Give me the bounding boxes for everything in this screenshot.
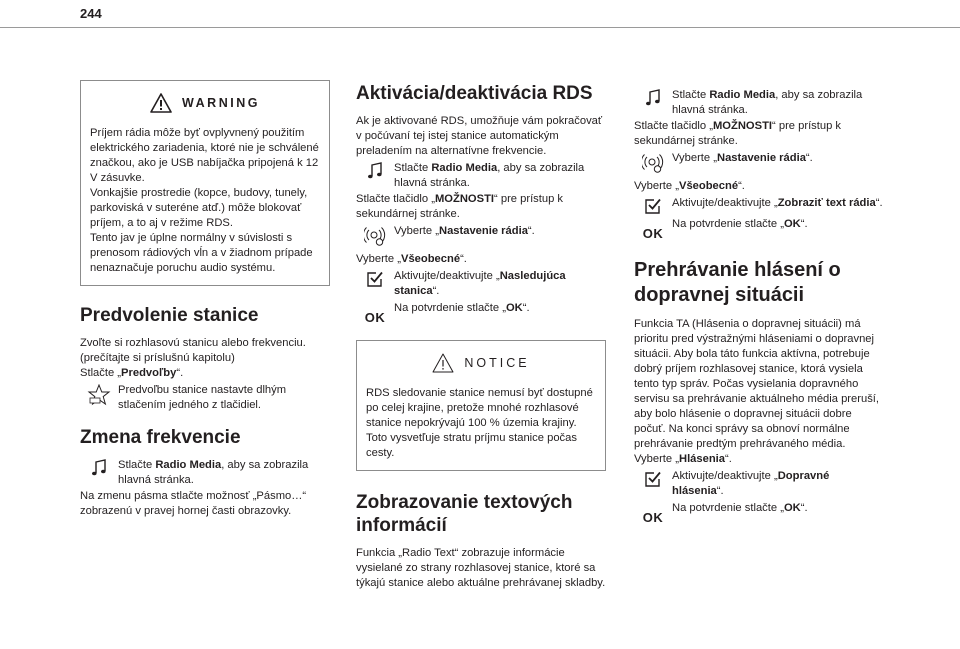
rds-step1: Stlačte Radio Media, aby sa zobrazila hlavná stránka. bbox=[356, 161, 606, 191]
rds-intro: Ak je aktivované RDS, umožňuje vám pokračovať v počúvaní tej istej stanice automatickým preladením na alternatívne frekvencie. bbox=[356, 115, 603, 157]
freq-text: Na zmenu pásma stlačte možnosť „Pásmo…“ zobrazenú v pravej hornej časti obrazovky. bbox=[80, 490, 307, 517]
top-step3: Aktivujte/deaktivujte „Zobraziť text rádia“. bbox=[634, 196, 884, 215]
page-number: 244 bbox=[80, 6, 102, 21]
ta-step1: Aktivujte/deaktivujte „Dopravné hlásenia“. bbox=[634, 469, 884, 499]
preset-step bbox=[80, 383, 330, 413]
checkbox-icon bbox=[366, 270, 384, 288]
top-step2: Vyberte „Nastavenie rádia“. bbox=[634, 151, 884, 174]
ok-label: OK bbox=[364, 310, 386, 325]
column-1 bbox=[80, 80, 330, 519]
column-2 bbox=[356, 80, 606, 591]
column-3 bbox=[634, 86, 884, 526]
header-divider bbox=[0, 27, 960, 28]
star-preset-icon bbox=[87, 384, 111, 406]
checkbox-icon bbox=[644, 197, 662, 215]
warning-text: Príjem rádia môže byť ovplyvnený použitím elektrického zariadenia, ktoré nie je schválené značkou, ako je USB nabíjačka pripojená k 12 V zásuvke. Vonkajšie prostredie (kopce, budovy, tunely, parkoviská v suteréne atď.) môže blokovať príjem, a to aj v režime RDS. Tento jav je úplne normálny v súvislosti s prenosom rádiových vĺn a v žiadnom prípade nenaznačuje poruchu audio systému. bbox=[90, 127, 319, 274]
warning-triangle-icon bbox=[150, 93, 172, 113]
preset-step-text: Predvoľbu stanice nastavte dlhým stlačením jedného z tlačidiel. bbox=[118, 384, 287, 411]
rds-step4: OK Na potvrdenie stlačte „OK“. bbox=[364, 302, 530, 325]
warning-header bbox=[90, 93, 320, 113]
text-info-text: Funkcia „Radio Text“ zobrazuje informácie vysielané zo strany rozhlasovej stanice, ktoré sa týkajú stanice alebo aktuálne prehrávanej skladby. bbox=[356, 547, 606, 589]
ta-step2: OK Na potvrdenie stlačte „OK“. bbox=[642, 502, 808, 525]
top-general: Vyberte „Všeobecné“. bbox=[634, 180, 745, 192]
music-note-icon bbox=[645, 89, 661, 107]
rds-step2: Vyberte „Nastavenie rádia“. bbox=[356, 224, 606, 247]
rds-step3: Aktivujte/deaktivujte „Nasledujúca stanica“. bbox=[356, 269, 606, 299]
rds-heading: Aktivácia/deaktivácia RDS bbox=[356, 83, 593, 104]
freq-heading: Zmena frekvencie bbox=[80, 427, 241, 448]
ta-select: Vyberte „Hlásenia“. bbox=[634, 453, 732, 465]
preset-heading: Predvolenie stanice bbox=[80, 305, 259, 326]
ok-label: OK bbox=[642, 510, 664, 525]
radio-settings-icon bbox=[642, 152, 664, 174]
ta-text: Funkcia TA (Hlásenia o dopravnej situácii) má prioritu pred výstražnými hláseniami o dopravnej situácii. Aby bola táto funkcia aktívna, potrebuje dobrý príjem rozhlasovej stanice, ktorá vysiela tento typ správ. Počas vysielania dopravného servisu sa prehrávanie aktuálneho média preruší, aby bolo hlásenie o dopravnej situácii dobre počuť. Na konci správy sa obnoví normálne prehrávanie predtým prehrávaného média. bbox=[634, 318, 880, 450]
top-step1: Stlačte Radio Media, aby sa zobrazila hlavná stránka. bbox=[634, 88, 884, 118]
text-info-heading: Zobrazovanie textových informácií bbox=[356, 492, 573, 536]
rds-general: Vyberte „Všeobecné“. bbox=[356, 253, 467, 265]
notice-header bbox=[366, 353, 596, 373]
top-step4: OK Na potvrdenie stlačte „OK“. bbox=[642, 218, 808, 241]
freq-step1: Stlačte Radio Media, aby sa zobrazila hlavná stránka. bbox=[80, 458, 330, 488]
notice-title: NOTICE bbox=[464, 355, 530, 370]
checkbox-icon bbox=[644, 470, 662, 488]
warning-box bbox=[80, 80, 330, 286]
music-note-icon bbox=[367, 162, 383, 180]
notice-box bbox=[356, 340, 606, 471]
preset-intro: Zvoľte si rozhlasovú stanicu alebo frekvenciu. (prečítajte si príslušnú kapitolu) bbox=[80, 337, 306, 364]
top-options: Stlačte tlačidlo „MOŽNOSTI“ pre prístup k sekundárnej stránke. bbox=[634, 120, 842, 147]
music-note-icon bbox=[91, 459, 107, 477]
notice-text: RDS sledovanie stanice nemusí byť dostupné po celej krajine, pretože mnohé rozhlasové stanice nepokrývajú 100 % územia krajiny. Toto vysvetľuje stratu príjmu stanice počas cesty. bbox=[366, 387, 593, 459]
ok-label: OK bbox=[642, 226, 664, 241]
radio-settings-icon bbox=[364, 225, 386, 247]
notice-triangle-icon bbox=[432, 353, 454, 373]
warning-title: WARNING bbox=[182, 95, 260, 110]
preset-press: Stlačte „Predvoľby“. bbox=[80, 367, 184, 379]
ta-heading: Prehrávanie hlásení o dopravnej situácii bbox=[634, 259, 841, 306]
rds-options: Stlačte tlačidlo „MOŽNOSTI“ pre prístup k sekundárnej stránke. bbox=[356, 193, 564, 220]
